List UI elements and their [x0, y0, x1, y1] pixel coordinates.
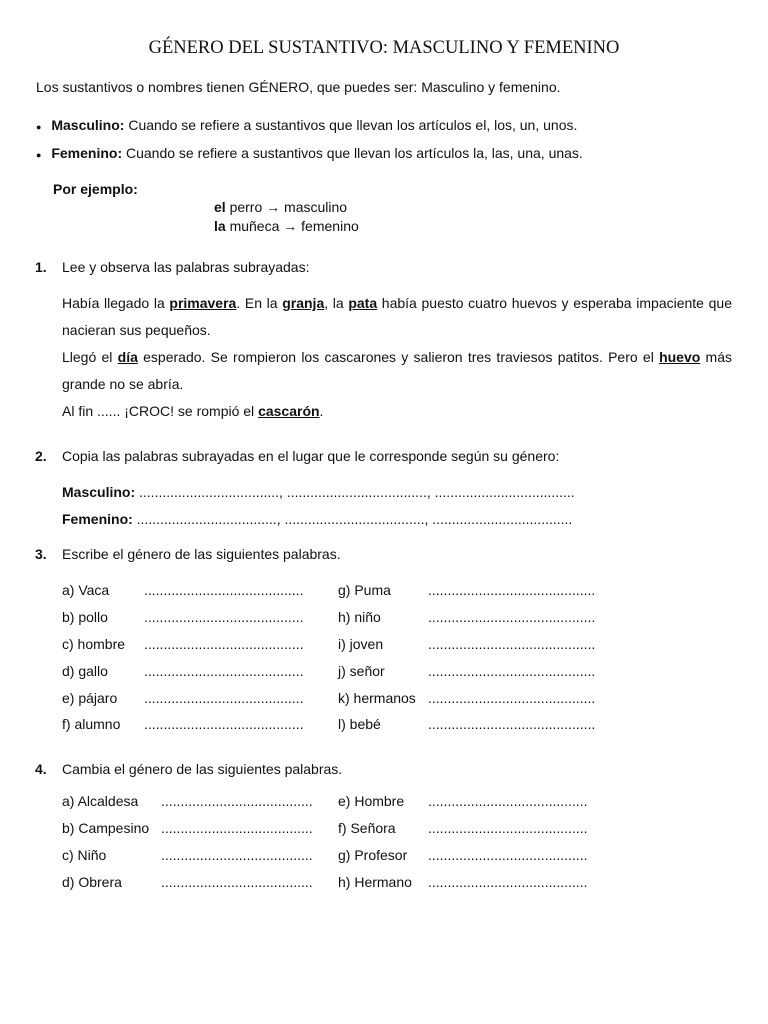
example-heading: Por ejemplo: — [53, 181, 138, 197]
answer-blank[interactable]: ......................................... — [144, 636, 304, 652]
q4-prompt: Cambia el género de las siguientes palabras. — [62, 761, 343, 777]
answer-blank[interactable]: ...................................., ...................................., .................................... — [136, 511, 573, 527]
answer-blank[interactable]: ......................................... — [144, 663, 304, 679]
q3-item-e: e) pájaro — [62, 690, 118, 706]
q1-paragraph-2: Llegó el día esperado. Se rompieron los cascarones y salieron tres traviesos patitos. Pero el huevo más grande no se abría. — [62, 349, 732, 392]
q4-item-c: c) Niño — [62, 847, 107, 863]
q3-item-l: l) bebé — [338, 716, 381, 732]
answer-blank[interactable]: ........................................... — [428, 690, 596, 706]
q3-item-i: i) joven — [338, 636, 384, 652]
q3-item-g: g) Puma — [338, 582, 391, 598]
answer-blank[interactable]: ......................................... — [428, 847, 588, 863]
q3-item-b: b) pollo — [62, 609, 108, 625]
page-title: GÉNERO DEL SUSTANTIVO: MASCULINO Y FEMENINO — [148, 38, 620, 58]
underlined-word: huevo — [659, 349, 701, 365]
arrow-right-icon: → — [266, 199, 281, 215]
bullet-dot-icon: ● — [36, 122, 42, 132]
answer-blank[interactable]: ......................................... — [428, 820, 588, 836]
q3-item-a: a) Vaca — [62, 582, 110, 598]
q4-item-b: b) Campesino — [62, 820, 150, 836]
q1-prompt: Lee y observa las palabras subrayadas: — [62, 259, 310, 275]
q4-item-g: g) Profesor — [338, 847, 408, 863]
q2-row-femenino: Femenino: ...................................., ...................................., .................................... — [62, 511, 573, 527]
q3-item-d: d) gallo — [62, 663, 108, 679]
q3-prompt: Escribe el género de las siguientes palabras. — [62, 546, 341, 562]
underlined-word: día — [117, 349, 138, 365]
answer-blank[interactable]: ......................................... — [144, 716, 304, 732]
answer-blank[interactable]: ....................................... — [161, 847, 313, 863]
q4-item-f: f) Señora — [338, 820, 396, 836]
q1-paragraph-1: Había llegado la primavera. En la granja, la pata había puesto cuatro huevos y esperaba impaciente que nacieran sus pequeños. — [62, 295, 732, 338]
underlined-word: primavera — [169, 295, 237, 311]
answer-blank[interactable]: ......................................... — [144, 582, 304, 598]
answer-blank[interactable]: ........................................... — [428, 716, 596, 732]
q4-item-d: d) Obrera — [62, 874, 122, 890]
underlined-word: cascarón — [258, 403, 320, 419]
answer-blank[interactable]: ........................................... — [428, 636, 596, 652]
answer-blank[interactable]: ......................................... — [428, 874, 588, 890]
q3-item-h: h) niño — [338, 609, 381, 625]
bullet-femenino: ● Femenino: Cuando se refiere a sustantivos que llevan los artículos la, las, una, unas. — [36, 145, 583, 161]
answer-blank[interactable]: ......................................... — [144, 609, 304, 625]
arrow-right-icon: → — [283, 218, 298, 234]
answer-blank[interactable]: ........................................... — [428, 663, 596, 679]
q4-number: 4. — [35, 761, 47, 777]
q3-item-f: f) alumno — [62, 716, 121, 732]
underlined-word: granja — [282, 295, 325, 311]
q4-item-a: a) Alcaldesa — [62, 793, 139, 809]
q1-number: 1. — [35, 259, 47, 275]
q3-item-k: k) hermanos — [338, 690, 416, 706]
q2-prompt: Copia las palabras subrayadas en el lugar que le corresponde según su género: — [62, 448, 560, 464]
answer-blank[interactable]: ....................................... — [161, 820, 313, 836]
answer-blank[interactable]: ....................................... — [161, 874, 313, 890]
answer-blank[interactable]: ....................................... — [161, 793, 313, 809]
q3-item-c: c) hombre — [62, 636, 126, 652]
bullet-masculino: ● Masculino: Cuando se refiere a sustantivos que llevan los artículos el, los, un, unos. — [36, 117, 578, 133]
answer-blank[interactable]: ......................................... — [428, 793, 588, 809]
q2-row-masculino: Masculino: ...................................., ...................................., .................................... — [62, 484, 575, 500]
q3-item-j: j) señor — [338, 663, 385, 679]
answer-blank[interactable]: ........................................... — [428, 582, 596, 598]
q2-number: 2. — [35, 448, 47, 464]
q3-number: 3. — [35, 546, 47, 562]
example-line-2: la muñeca → femenino — [214, 218, 359, 234]
intro-text: Los sustantivos o nombres tienen GÉNERO, que puedes ser: Masculino y femenino. — [36, 79, 561, 95]
q1-paragraph-3: Al fin ...... ¡CROC! se rompió el cascarón. — [62, 403, 324, 419]
answer-blank[interactable]: ...................................., ...................................., .................................... — [139, 484, 575, 500]
bullet-dot-icon: ● — [36, 150, 42, 160]
underlined-word: pata — [348, 295, 378, 311]
example-line-1: el perro → masculino — [214, 199, 348, 215]
q4-item-e: e) Hombre — [338, 793, 405, 809]
answer-blank[interactable]: ........................................... — [428, 609, 596, 625]
answer-blank[interactable]: ......................................... — [144, 690, 304, 706]
q4-item-h: h) Hermano — [338, 874, 412, 890]
